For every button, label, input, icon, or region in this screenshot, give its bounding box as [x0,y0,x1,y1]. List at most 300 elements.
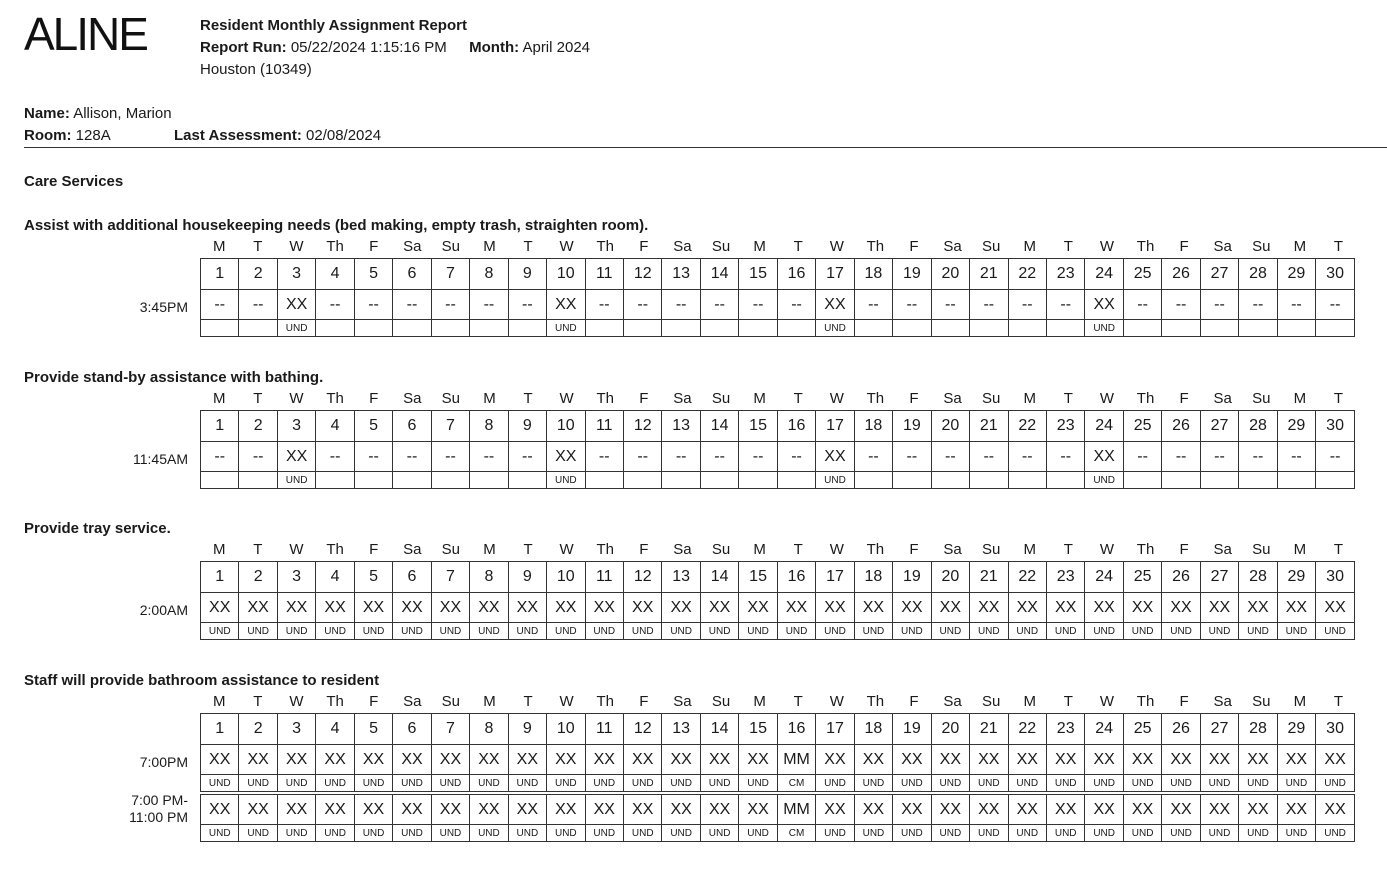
weekday-label: T [793,693,803,710]
schedule-mark-cell: XX [623,745,661,775]
day-number-cell: 14 [700,714,738,745]
schedule-mark-cell: XX [662,745,700,775]
weekday-label: T [1063,238,1073,255]
weekday-label: Su [711,541,731,558]
day-number-cell: 2 [239,259,277,290]
schedule-code-cell [931,472,969,489]
schedule-code-cell: UND [854,825,892,842]
weekday-label: W [559,238,574,255]
schedule-mark-cell: XX [931,795,969,825]
time-label [24,602,188,619]
schedule-code-cell: UND [393,775,431,792]
schedule-code-cell: UND [739,775,777,792]
schedule-code-cell [777,472,815,489]
schedule-mark-cell: -- [1008,290,1046,320]
schedule-code-cell: UND [239,825,277,842]
weekday-label: Th [596,541,614,558]
day-number-cell: 3 [277,411,315,442]
weekday-label: T [1333,541,1344,558]
weekday-label: Sa [673,238,692,255]
schedule-mark-cell: XX [893,795,931,825]
schedule-mark-cell: XX [1239,593,1277,623]
day-number-cell: 7 [431,562,469,593]
weekday-label: Su [981,238,1001,255]
schedule-code-cell: UND [547,320,585,337]
schedule-code-cell [393,472,431,489]
schedule-code-cell: UND [970,775,1008,792]
schedule-mark-cell: XX [1200,593,1238,623]
schedule-mark-cell: XX [1085,795,1123,825]
schedule-code-cell: UND [1239,775,1277,792]
schedule-mark-cell: XX [1085,442,1123,472]
day-number-cell: 15 [739,259,777,290]
day-number-cell: 18 [854,411,892,442]
day-number-cell: 28 [1239,562,1277,593]
schedule-mark-cell: XX [700,593,738,623]
day-number-cell: 19 [893,411,931,442]
weekday-label: W [289,238,304,255]
time-label [24,754,188,771]
weekday-label: Sa [673,693,692,710]
time-label-line: 7:00 PM- [131,792,188,808]
schedule-mark-cell: -- [623,442,661,472]
weekday-label: M [213,541,226,558]
schedule-mark-cell: XX [431,795,469,825]
schedule-code-cell [662,472,700,489]
schedule-code-cell: UND [470,825,508,842]
schedule-mark-cell: XX [623,593,661,623]
schedule-mark-cell: -- [470,442,508,472]
schedule-code-cell: UND [585,825,623,842]
day-number-cell: 22 [1008,562,1046,593]
schedule-code-cell [1316,320,1355,337]
schedule-code-cell: UND [1085,472,1123,489]
schedule-mark-cell: XX [1162,593,1200,623]
schedule-mark-cell: -- [470,290,508,320]
schedule-code-cell: UND [1085,775,1123,792]
weekday-label: Th [326,390,344,407]
schedule-mark-cell: XX [816,745,854,775]
schedule-mark-cell: XX [816,290,854,320]
schedule-code-cell [431,472,469,489]
schedule-code-cell: UND [1008,825,1046,842]
schedule-code-cell: UND [201,825,239,842]
day-number-cell: 4 [316,562,354,593]
day-number-cell: 24 [1085,411,1123,442]
day-number-cell: 10 [547,411,585,442]
name-label: Name: [24,105,70,122]
day-number-cell: 16 [777,259,815,290]
day-number-cell: 20 [931,411,969,442]
day-number-cell: 19 [893,714,931,745]
day-number-cell: 8 [470,714,508,745]
weekday-label: Sa [403,693,422,710]
schedule-code-cell [201,472,239,489]
day-number-cell: 23 [1046,259,1084,290]
weekday-label: T [1333,390,1344,407]
day-number-cell: 26 [1162,562,1200,593]
day-number-cell: 12 [623,411,661,442]
schedule-mark-cell: XX [662,795,700,825]
schedule-mark-cell: XX [585,745,623,775]
schedule-mark-row [201,795,1355,825]
day-number-cell: 19 [893,259,931,290]
weekday-label: Th [866,693,885,710]
schedule-mark-cell: MM [777,745,815,775]
schedule-mark-cell: -- [354,290,392,320]
weekday-label: Sa [1213,238,1232,255]
weekday-label: Su [441,693,461,710]
schedule-code-cell [777,320,815,337]
day-number-cell: 3 [277,562,315,593]
schedule-mark-cell: -- [1316,290,1355,320]
schedule-code-cell: UND [970,623,1008,640]
day-number-cell: 28 [1239,411,1277,442]
schedule-mark-cell: -- [739,442,777,472]
weekday-label: Th [596,390,614,407]
day-number-cell: 27 [1200,562,1238,593]
schedule-mark-cell: XX [739,745,777,775]
schedule-mark-cell: XX [1085,593,1123,623]
schedule-mark-cell: XX [893,745,931,775]
schedule-code-cell: UND [1239,623,1277,640]
weekday-label: F [909,238,919,255]
day-number-cell: 25 [1123,714,1161,745]
assignment-grid [200,410,1355,489]
report-run-value: 05/22/2024 1:15:16 PM [290,39,447,56]
schedule-code-cell [1046,472,1084,489]
schedule-code-row [201,775,1355,792]
schedule-code-cell [931,320,969,337]
schedule-mark-cell: XX [816,593,854,623]
weekday-label: Su [1252,390,1271,407]
day-number-cell: 15 [739,714,777,745]
schedule-code-row [201,472,1355,489]
weekday-header [200,390,1358,408]
schedule-code-cell: UND [1046,623,1084,640]
day-number-cell: 24 [1085,259,1123,290]
schedule-code-cell [623,472,661,489]
schedule-mark-cell: XX [1200,795,1238,825]
schedule-mark-cell: XX [239,745,277,775]
day-number-cell: 20 [931,562,969,593]
weekday-label: F [1179,693,1189,710]
weekday-label: Su [441,541,461,558]
task-title: Provide tray service. [24,520,171,537]
schedule-code-cell: UND [1162,775,1200,792]
day-number-cell: 12 [623,259,661,290]
day-number-cell: 30 [1316,411,1355,442]
schedule-mark-cell: XX [1046,593,1084,623]
schedule-code-cell [854,320,892,337]
time-label [24,792,188,826]
schedule-mark-cell: XX [354,795,392,825]
weekday-label: Sa [403,541,422,558]
weekday-label: F [909,693,919,710]
schedule-mark-row [201,745,1355,775]
weekday-label: W [289,693,304,710]
weekday-label: Su [1252,238,1271,255]
schedule-mark-cell: XX [1162,795,1200,825]
schedule-code-cell: UND [662,775,700,792]
weekday-header [200,238,1358,256]
day-number-cell: 5 [354,411,392,442]
schedule-mark-cell: MM [777,795,815,825]
schedule-mark-cell: XX [393,593,431,623]
schedule-code-cell [1046,320,1084,337]
schedule-mark-cell: -- [1239,442,1277,472]
schedule-mark-cell: XX [354,745,392,775]
schedule-code-cell: UND [1277,775,1315,792]
day-number-cell: 8 [470,562,508,593]
day-number-cell: 23 [1046,562,1084,593]
schedule-mark-cell: -- [508,442,546,472]
schedule-code-cell: UND [316,775,354,792]
weekday-label: T [793,541,803,558]
weekday-label: W [829,238,844,255]
schedule-mark-cell: XX [277,795,315,825]
day-number-cell: 11 [585,562,623,593]
resident-name-line [24,103,172,125]
day-number-cell: 5 [354,259,392,290]
schedule-code-cell [893,472,931,489]
schedule-mark-cell: XX [201,593,239,623]
schedule-mark-cell: XX [970,593,1008,623]
schedule-mark-cell: XX [1085,290,1123,320]
weekday-label: T [523,390,533,407]
schedule-mark-cell: XX [1277,593,1315,623]
day-number-cell: 10 [547,259,585,290]
schedule-code-cell: UND [1162,825,1200,842]
day-number-cell: 21 [970,562,1008,593]
schedule-mark-cell: XX [1200,745,1238,775]
schedule-code-cell: UND [931,825,969,842]
month-value: April 2024 [522,39,591,56]
weekday-label: T [1333,693,1344,710]
schedule-mark-cell: XX [1316,795,1355,825]
day-number-cell: 21 [970,411,1008,442]
schedule-code-cell: UND [739,825,777,842]
schedule-mark-cell: XX [470,593,508,623]
weekday-label: F [1179,541,1189,558]
task-title: Staff will provide bathroom assistance to resident [24,672,380,689]
schedule-code-cell: UND [739,623,777,640]
schedule-code-cell: UND [662,825,700,842]
schedule-code-cell: UND [470,623,508,640]
day-number-cell: 11 [585,714,623,745]
day-number-cell: 27 [1200,714,1238,745]
task-title: Assist with additional housekeeping needs (bed making, empty trash, straighten room). [24,217,649,234]
schedule-mark-cell: XX [316,795,354,825]
weekday-label: T [793,390,803,407]
schedule-code-cell: UND [508,775,546,792]
schedule-code-row [201,623,1355,640]
room-line [24,125,111,147]
day-number-cell: 1 [201,411,239,442]
weekday-label: M [213,238,226,255]
schedule-code-cell: UND [970,825,1008,842]
day-number-row [201,562,1355,593]
weekday-label: F [639,238,649,255]
weekday-label: Sa [943,541,962,558]
schedule-mark-cell: -- [1200,442,1238,472]
day-number-cell: 3 [277,714,315,745]
weekday-label: Sa [943,238,962,255]
schedule-mark-cell: XX [739,795,777,825]
schedule-mark-cell: XX [470,745,508,775]
schedule-code-cell: UND [316,825,354,842]
day-number-cell: 21 [970,714,1008,745]
schedule-mark-cell: XX [316,745,354,775]
day-number-cell: 1 [201,714,239,745]
schedule-code-cell: UND [277,623,315,640]
schedule-mark-cell: -- [1316,442,1355,472]
day-number-cell: 30 [1316,714,1355,745]
schedule-mark-cell: XX [700,745,738,775]
weekday-label: T [793,238,803,255]
weekday-label: T [523,238,533,255]
day-number-cell: 9 [508,259,546,290]
schedule-mark-cell: XX [1046,795,1084,825]
schedule-code-cell: UND [1200,825,1238,842]
schedule-mark-row [201,593,1355,623]
day-number-cell: 12 [623,562,661,593]
schedule-mark-cell: XX [1046,745,1084,775]
schedule-code-cell [585,472,623,489]
schedule-code-cell: UND [777,623,815,640]
weekday-label: M [1293,390,1307,407]
schedule-mark-cell: XX [1123,795,1161,825]
schedule-mark-cell: -- [1162,442,1200,472]
schedule-mark-cell: XX [201,795,239,825]
day-number-cell: 30 [1316,259,1355,290]
weekday-label: F [1179,238,1189,255]
schedule-mark-cell: XX [277,442,315,472]
schedule-code-cell [431,320,469,337]
weekday-label: W [1099,390,1115,407]
schedule-mark-cell: XX [547,593,585,623]
schedule-code-cell [700,472,738,489]
schedule-code-cell: UND [239,775,277,792]
schedule-code-cell: CM [777,825,815,842]
weekday-label: T [1063,541,1073,558]
community-name: Houston (10349) [200,61,312,78]
assignment-grid [200,713,1355,842]
schedule-mark-cell: XX [931,593,969,623]
schedule-code-cell: UND [1316,825,1355,842]
schedule-code-cell: UND [1123,775,1161,792]
weekday-label: Th [326,238,344,255]
day-number-cell: 29 [1277,259,1315,290]
schedule-code-cell [1008,472,1046,489]
schedule-code-cell [854,472,892,489]
weekday-label: M [483,693,496,710]
day-number-cell: 13 [662,714,700,745]
schedule-mark-cell: -- [239,290,277,320]
day-number-row [201,259,1355,290]
weekday-label: Su [441,238,461,255]
day-number-cell: 10 [547,714,585,745]
schedule-code-cell: UND [893,623,931,640]
schedule-code-cell: UND [201,775,239,792]
weekday-label: Th [866,238,885,255]
schedule-code-cell: UND [277,472,315,489]
schedule-code-cell: UND [816,320,854,337]
report-run-label: Report Run: [200,39,287,56]
day-number-cell: 20 [931,259,969,290]
weekday-label: T [1063,693,1073,710]
schedule-code-cell: UND [816,472,854,489]
schedule-mark-cell: XX [393,745,431,775]
schedule-code-cell: UND [893,825,931,842]
schedule-code-cell [1239,472,1277,489]
section-title: Care Services [24,173,124,190]
weekday-label: M [1293,541,1307,558]
schedule-mark-cell: XX [1316,745,1355,775]
schedule-code-cell: UND [277,825,315,842]
schedule-code-cell: UND [1008,775,1046,792]
weekday-label: Su [981,390,1001,407]
schedule-mark-cell: XX [662,593,700,623]
assignment-grid [200,561,1355,640]
schedule-mark-cell: -- [201,442,239,472]
schedule-code-cell: UND [201,623,239,640]
schedule-code-cell [316,320,354,337]
day-number-cell: 4 [316,411,354,442]
weekday-label: Su [1252,541,1271,558]
day-number-cell: 6 [393,411,431,442]
weekday-label: T [1063,390,1073,407]
schedule-mark-cell: XX [777,593,815,623]
schedule-code-cell: UND [585,623,623,640]
weekday-label: Sa [1213,541,1232,558]
weekday-label: M [1293,693,1307,710]
schedule-mark-cell: XX [277,593,315,623]
schedule-code-cell: UND [354,623,392,640]
weekday-label: T [253,541,263,558]
schedule-code-cell: UND [1123,825,1161,842]
schedule-mark-cell: XX [547,795,585,825]
assignment-grid [200,258,1355,337]
schedule-code-cell [1123,320,1161,337]
schedule-code-cell: UND [1162,623,1200,640]
schedule-mark-cell: -- [1239,290,1277,320]
schedule-mark-cell: -- [931,442,969,472]
schedule-mark-row [201,290,1355,320]
weekday-label: T [253,390,263,407]
schedule-code-cell [316,472,354,489]
day-number-cell: 29 [1277,714,1315,745]
schedule-code-cell [585,320,623,337]
schedule-code-cell [354,320,392,337]
day-number-cell: 22 [1008,411,1046,442]
schedule-mark-cell: XX [1239,745,1277,775]
weekday-label: M [1023,541,1037,558]
assessment-line [174,125,381,147]
schedule-code-cell [700,320,738,337]
name-value: Allison, Marion [73,105,172,122]
schedule-code-cell [893,320,931,337]
schedule-mark-cell: -- [854,442,892,472]
schedule-code-cell [508,320,546,337]
schedule-code-cell: UND [623,825,661,842]
weekday-label: F [369,238,379,255]
weekday-label: Sa [1213,390,1232,407]
day-number-cell: 3 [277,259,315,290]
weekday-label: T [1333,238,1344,255]
schedule-code-cell [1316,472,1355,489]
schedule-mark-cell: XX [816,795,854,825]
